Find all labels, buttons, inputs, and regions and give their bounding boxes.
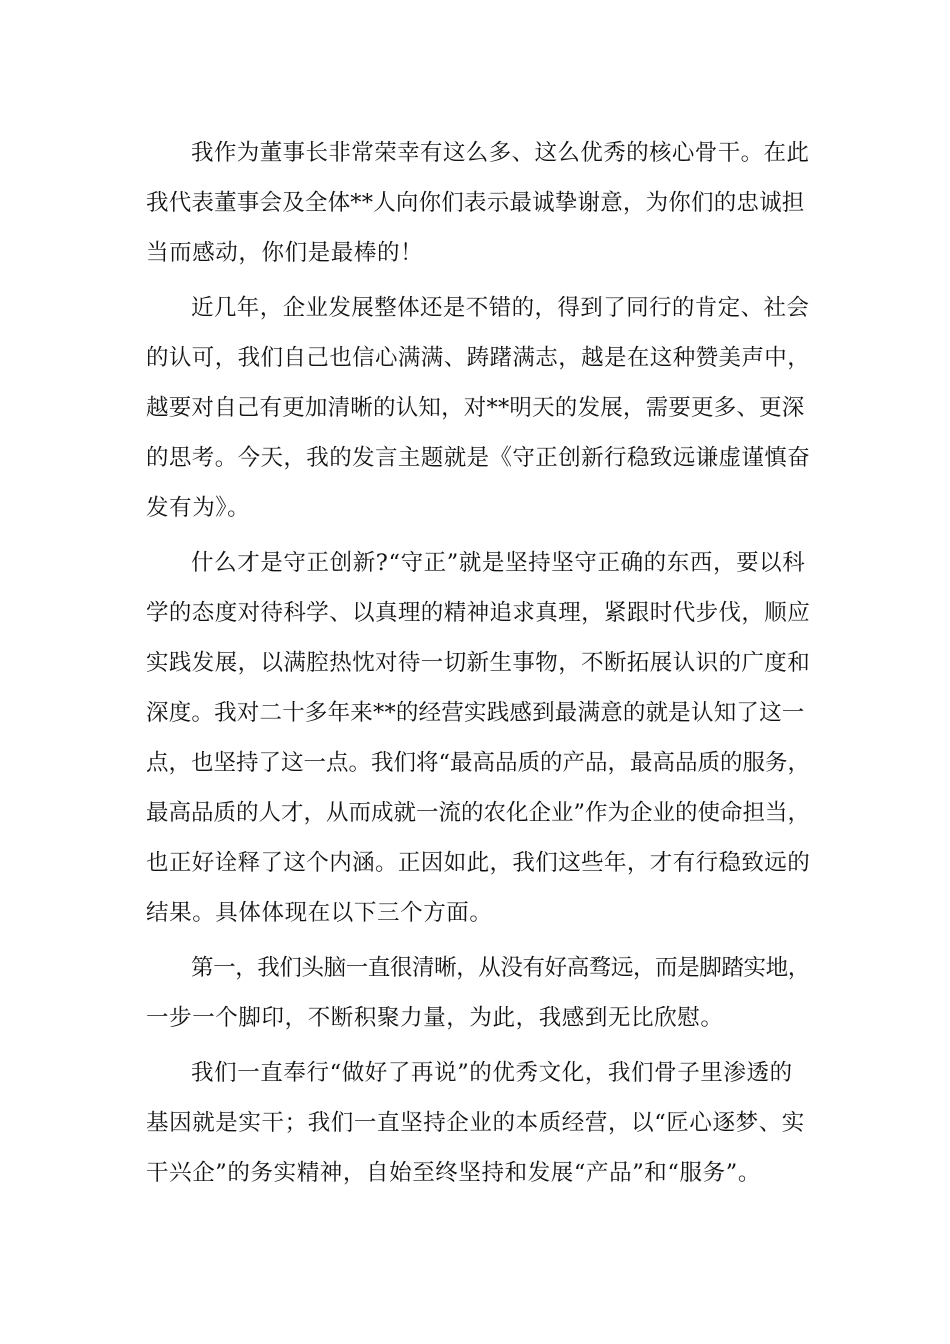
text-line: 学的态度对待科学、以真理的精神追求真理，紧跟时代步伐，顺应 xyxy=(146,600,811,626)
text-line: 基因就是实干；我们一直坚持企业的本质经营，以“匠心逐梦、实 xyxy=(146,1110,805,1136)
text-line: 也正好诠释了这个内涵。正因如此，我们这些年，才有行稳致远的 xyxy=(146,850,811,876)
text-line: 第一，我们头脑一直很清晰，从没有好高骛远，而是脚踏实地， xyxy=(191,955,810,981)
text-line: 我代表董事会及全体**人向你们表示最诚挚谢意，为你们的忠诚担 xyxy=(146,190,805,216)
text-line: 点，也坚持了这一点。我们将“最高品质的产品，最高品质的服务， xyxy=(146,750,811,776)
text-line: 的思考。今天，我的发言主题就是《守正创新行稳致远谦虚谨慎奋 xyxy=(146,445,811,471)
text-line: 深度。我对二十多年来**的经营实践感到最满意的就是认知了这一 xyxy=(146,700,805,726)
text-line: 什么才是守正创新?“守正”就是坚持坚守正确的东西，要以科 xyxy=(191,550,806,576)
text-line: 的认可，我们自己也信心满满、踌躇满志，越是在这种赞美声中， xyxy=(146,345,811,371)
text-line: 我作为董事长非常荣幸有这么多、这么优秀的核心骨干。在此 xyxy=(191,140,810,166)
text-line: 一步一个脚印，不断积聚力量，为此，我感到无比欣慰。 xyxy=(146,1005,724,1031)
text-line: 最高品质的人才，从而成就一流的农化企业”作为企业的使命担当， xyxy=(146,800,811,826)
text-line: 越要对自己有更加清晰的认知，对**明天的发展，需要更多、更深 xyxy=(146,395,805,421)
text-line: 结果。具体体现在以下三个方面。 xyxy=(146,900,493,926)
text-line: 我们一直奉行“做好了再说”的优秀文化，我们骨子里渗透的 xyxy=(191,1060,793,1086)
text-line: 当而感动，你们是最棒的！ xyxy=(146,240,424,266)
text-line: 实践发展，以满腔热忱对待一切新生事物，不断拓展认识的广度和 xyxy=(146,650,811,676)
text-line: 近几年，企业发展整体还是不错的，得到了同行的肯定、社会 xyxy=(191,295,810,321)
text-line: 干兴企”的务实精神，自始至终坚持和发展“产品”和“服务”。 xyxy=(146,1160,761,1186)
text-line: 发有为》。 xyxy=(146,495,251,521)
